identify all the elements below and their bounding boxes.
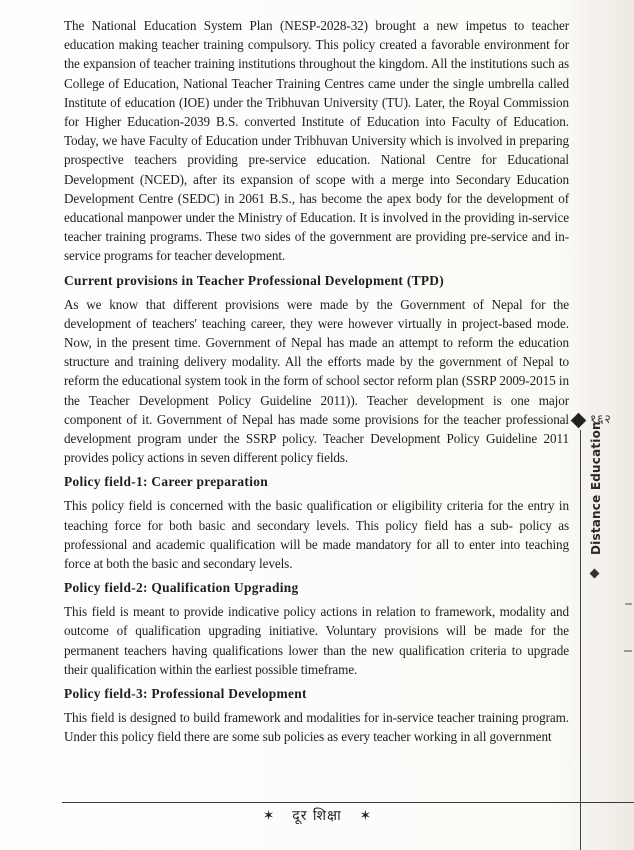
star-icon: ✶: [359, 809, 372, 824]
footer-title: दूर शिक्षा: [292, 808, 342, 824]
footer-rule: [62, 802, 634, 803]
page-number: १६२: [590, 412, 612, 426]
heading-policy-field-3: Policy field-3: Professional Development: [64, 686, 307, 702]
paragraph-policy-field-3: This field is designed to build framework and modalities for in-service teacher training program. Under this policy field there are some sub policies as every teacher working in all government: [64, 710, 569, 745]
sidebar-divider: [580, 430, 581, 850]
paragraph-nesp: The National Education System Plan (NESP-2028-32) brought a new impetus to teacher education making teacher training compulsory. This policy created a favorable environment for the expansion of teacher training institutions throughout the kingdom. All the institutions such as College of Education, National Teacher Training Centres came under the single umbrella called Institute of education (IOE) under the Tribhuvan University (TU). Later, the Royal Commission for Higher Education-2039 B.S. converted Institute of Education into Faculty of Education. Today, we have Faculty of Education under Tribhuvan University which is involved in preparing prospective teachers providing pre-service education. National Centre for Educational Development (NCED), after its expansion of scope with a merge into Secondary Education Development Centre (SEDC) in 2061 B.S., has become the apex body for the development of educational manpower under the Ministry of Education. It is involved in the providing in-service teacher training programs. These two sides of the government are providing pre-service and in-service programs for teacher development.: [64, 18, 569, 264]
heading-current-provisions: Current provisions in Teacher Professional Development (TPD): [64, 272, 445, 288]
heading-policy-field-2: Policy field-2: Qualification Upgrading: [64, 580, 299, 596]
page-footer: [0, 806, 634, 825]
scan-mark: [624, 650, 632, 652]
scan-mark: [625, 603, 632, 605]
paragraph-policy-field-1: This policy field is concerned with the basic qualification or eligibility criteria for the entry in teaching force for both basic and secondary levels. This policy field has a sub- policy as professional and academic qualification will be made mandatory for all to enter into teaching force at both the basic and secondary levels.: [64, 498, 569, 572]
section-label: Distance Education: [589, 421, 603, 555]
page-body: [64, 16, 569, 747]
star-icon: ✶: [262, 809, 275, 824]
diamond-bullet-icon: [590, 569, 600, 579]
paragraph-current-provisions: As we know that different provisions were made by the Government of Nepal for the development of teachers' teaching career, they were however virtually in project-based mode. Now, in the present time. Government of Nepal has made an attempt to reform the education structure and training delivery modality. All the efforts made by the government of Nepal to reform the educational system took in the form of school sector reform plan (SSRP 2009-2015 in the Teacher Development Policy Guideline 2011)). Teacher development is one major component of it. Government of Nepal has made some provisions for the teacher professional development program under the SSRP policy. Teacher Development Policy Guideline 2011 provides policy actions in seven different policy fields.: [64, 296, 569, 466]
paragraph-policy-field-2: This field is meant to provide indicative policy actions in relation to framework, modality and outcome of qualification upgrading initiative. Voluntary provisions will be made for the permanent teachers having qualifications lower than the new qualification criteria to upgrade their qualification within the earliest possible timeframe.: [64, 604, 569, 677]
diamond-bullet-icon: [571, 413, 587, 429]
heading-policy-field-1: Policy field-1: Career preparation: [64, 474, 268, 490]
